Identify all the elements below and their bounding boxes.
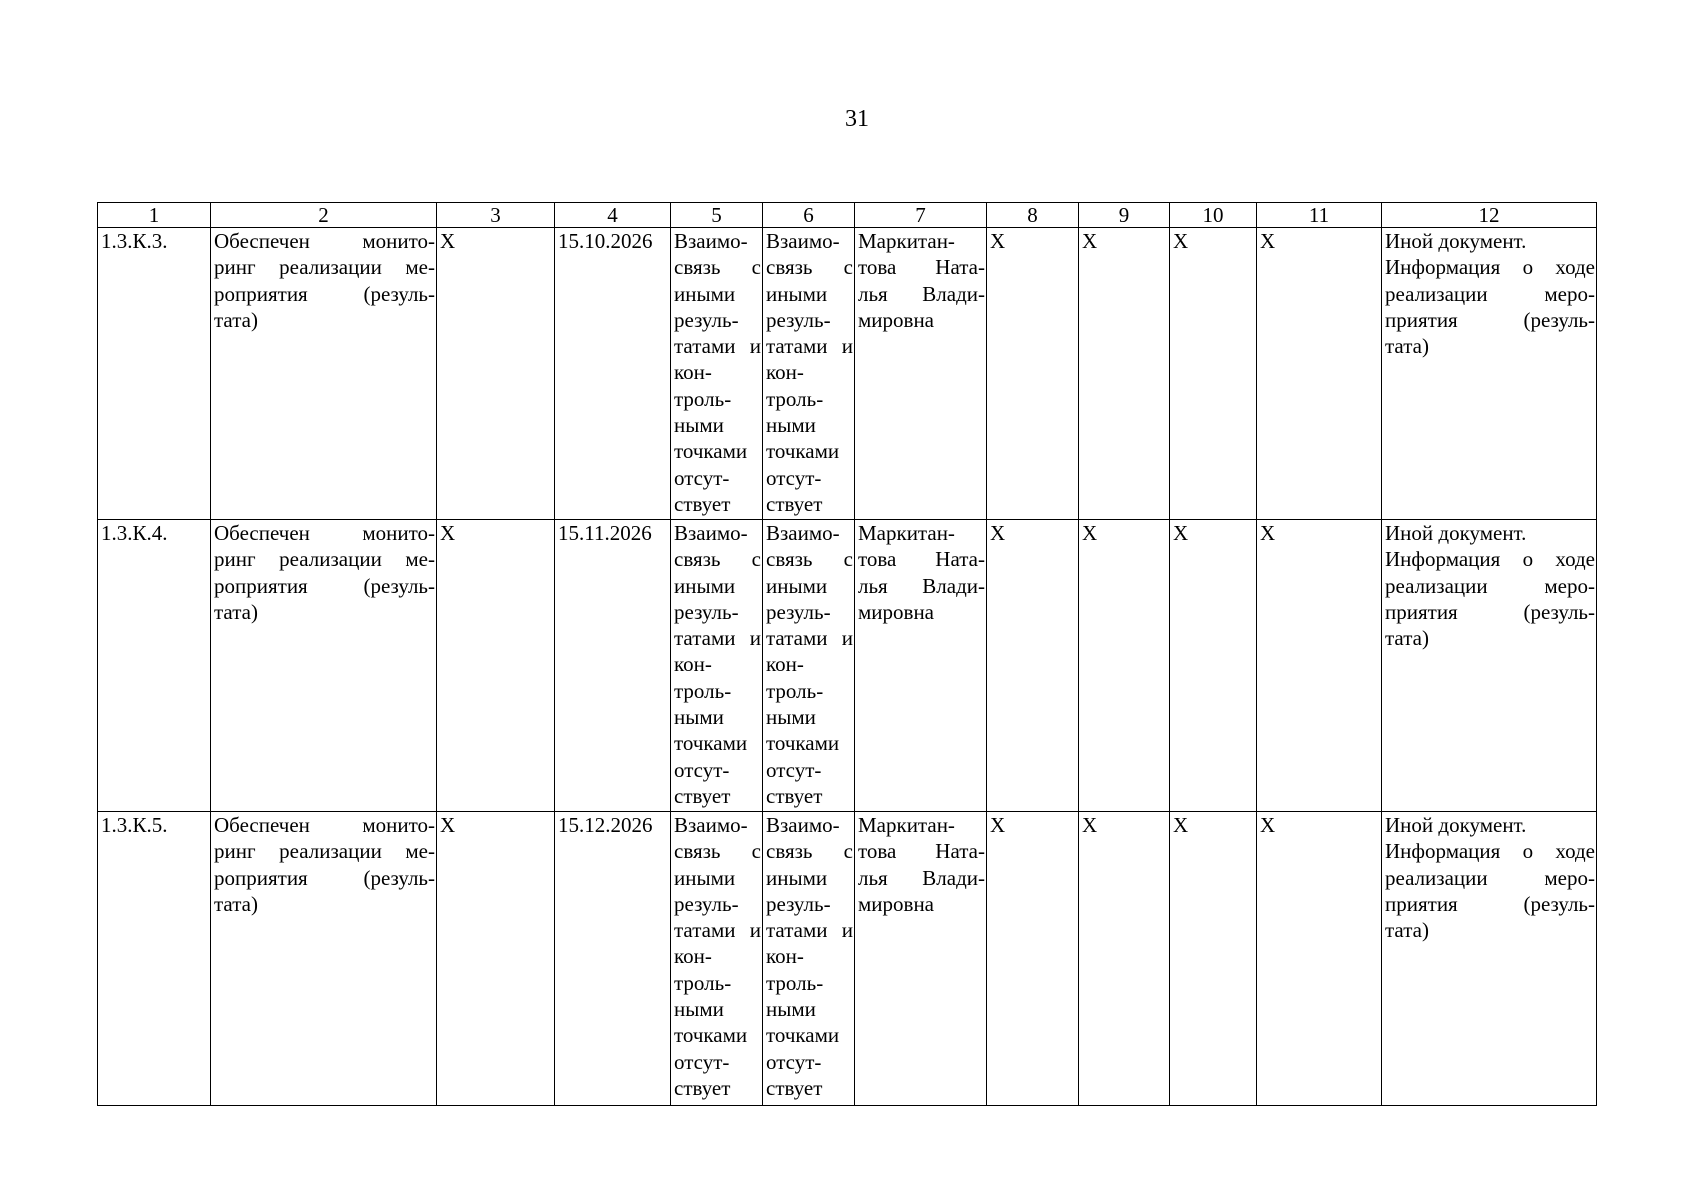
relation-col5-line: Взаимо- bbox=[674, 521, 748, 545]
relation-col5-line: ными bbox=[674, 997, 724, 1022]
relation-col5-line: троль- bbox=[674, 678, 732, 703]
document-type-line: тата) bbox=[1385, 626, 1429, 651]
responsible-person-line: Маркитан- bbox=[858, 813, 955, 837]
relation-col6-line: кон- bbox=[766, 652, 804, 677]
table-body bbox=[98, 228, 1597, 1106]
relation-col6-line: ными bbox=[766, 997, 816, 1022]
deadline-date: 15.10.2026 bbox=[555, 228, 671, 520]
relation-col6-line: иными bbox=[766, 865, 828, 890]
relation-col5-line: связь с bbox=[674, 547, 761, 572]
header-cell-5: 5 bbox=[671, 203, 763, 228]
relation-col6-line: связь с bbox=[766, 839, 853, 864]
relation-col5-line: иными bbox=[674, 865, 736, 890]
document-type-line: Иной документ. bbox=[1385, 521, 1527, 545]
relation-col6-line: точками bbox=[766, 1023, 840, 1048]
mark-col11: X bbox=[1257, 520, 1382, 812]
relation-col6-line: точками bbox=[766, 439, 840, 464]
relation-col5-line: кон- bbox=[674, 652, 712, 677]
relation-col5-line: троль- bbox=[674, 970, 732, 995]
relation-col5-line: резуль- bbox=[674, 307, 739, 332]
relation-col6-line: отсут- bbox=[766, 757, 822, 782]
table-row bbox=[98, 520, 1597, 812]
relation-col6-line: точками bbox=[766, 731, 840, 756]
relation-col6-line: отсут- bbox=[766, 465, 822, 490]
relation-col6-line: отсут- bbox=[766, 1049, 822, 1074]
header-cell-2: 2 bbox=[211, 203, 437, 228]
relation-col5 bbox=[671, 520, 763, 812]
document-type-line: Иной документ. bbox=[1385, 813, 1527, 837]
document-type-line: тата) bbox=[1385, 334, 1429, 359]
relation-col5-line: отсут- bbox=[674, 757, 730, 782]
responsible-person-line: това Ната- bbox=[858, 547, 985, 572]
document-type-line: приятия (резуль- bbox=[1385, 307, 1595, 332]
row-code: 1.3.К.4. bbox=[98, 520, 211, 812]
relation-col6-line: татами и bbox=[766, 626, 853, 651]
relation-col6-line: Взаимо- bbox=[766, 229, 840, 253]
table-row bbox=[98, 812, 1597, 1106]
page-number: 31 bbox=[845, 106, 869, 132]
document-type-line: реализации меро- bbox=[1385, 865, 1595, 890]
event-name-line: тата) bbox=[214, 307, 258, 332]
relation-col5-line: точками bbox=[674, 731, 748, 756]
responsible-person-line: това Ната- bbox=[858, 839, 985, 864]
mark-col10: X bbox=[1170, 520, 1257, 812]
document-type-line: приятия (резуль- bbox=[1385, 599, 1595, 624]
responsible-person-line: мировна bbox=[858, 599, 935, 624]
event-name-line: роприятия (резуль- bbox=[214, 865, 435, 890]
header-row bbox=[98, 203, 1597, 228]
responsible-person bbox=[855, 228, 987, 520]
deadline-date: 15.11.2026 bbox=[555, 520, 671, 812]
header-cell-8: 8 bbox=[987, 203, 1079, 228]
header-cell-6: 6 bbox=[763, 203, 855, 228]
relation-col6-line: ными bbox=[766, 413, 816, 438]
responsible-person-line: Маркитан- bbox=[858, 521, 955, 545]
table-row bbox=[98, 228, 1597, 520]
header-cell-10: 10 bbox=[1170, 203, 1257, 228]
document-type-line: Информация о ходе bbox=[1385, 547, 1595, 572]
relation-col5-line: резуль- bbox=[674, 599, 739, 624]
relation-col6-line: резуль- bbox=[766, 307, 831, 332]
relation-col6-line: троль- bbox=[766, 970, 824, 995]
document-type-line: Информация о ходе bbox=[1385, 839, 1595, 864]
mark-col9: X bbox=[1079, 812, 1170, 1106]
relation-col5-line: кон- bbox=[674, 360, 712, 385]
header-cell-4: 4 bbox=[555, 203, 671, 228]
relation-col5-line: татами и bbox=[674, 918, 761, 943]
relation-col5-line: Взаимо- bbox=[674, 813, 748, 837]
document-type-line: реализации меро- bbox=[1385, 573, 1595, 598]
relation-col5-line: татами и bbox=[674, 334, 761, 359]
relation-col5-line: ствует bbox=[674, 491, 731, 516]
mark-col11: X bbox=[1257, 812, 1382, 1106]
mark-col9: X bbox=[1079, 520, 1170, 812]
document-type-line: Иной документ. bbox=[1385, 229, 1527, 253]
document-type bbox=[1382, 520, 1597, 812]
relation-col6 bbox=[763, 520, 855, 812]
relation-col6-line: ствует bbox=[766, 1075, 823, 1100]
relation-col5-line: отсут- bbox=[674, 1049, 730, 1074]
relation-col5-line: иными bbox=[674, 573, 736, 598]
document-type-line: тата) bbox=[1385, 918, 1429, 943]
relation-col5 bbox=[671, 228, 763, 520]
event-name-line: ринг реализации ме- bbox=[214, 839, 435, 864]
relation-col6-line: резуль- bbox=[766, 599, 831, 624]
relation-col5-line: татами и bbox=[674, 626, 761, 651]
relation-col5-line: резуль- bbox=[674, 891, 739, 916]
relation-col6-line: татами и bbox=[766, 918, 853, 943]
header-cell-3: 3 bbox=[437, 203, 555, 228]
relation-col5-line: ствует bbox=[674, 783, 731, 808]
mark-col9: X bbox=[1079, 228, 1170, 520]
relation-col5-line: Взаимо- bbox=[674, 229, 748, 253]
relation-col6-line: ствует bbox=[766, 783, 823, 808]
relation-col6-line: иными bbox=[766, 281, 828, 306]
mark-col3: X bbox=[437, 812, 555, 1106]
mark-col3: X bbox=[437, 228, 555, 520]
event-name-line: роприятия (резуль- bbox=[214, 281, 435, 306]
document-type-line: Информация о ходе bbox=[1385, 255, 1595, 280]
relation-col6-line: Взаимо- bbox=[766, 813, 840, 837]
event-name-line: тата) bbox=[214, 891, 258, 916]
relation-col5-line: ными bbox=[674, 705, 724, 730]
relation-col6-line: троль- bbox=[766, 386, 824, 411]
event-name-line: Обеспечен монито- bbox=[214, 229, 435, 253]
event-name-line: тата) bbox=[214, 599, 258, 624]
relation-col5-line: троль- bbox=[674, 386, 732, 411]
relation-col6 bbox=[763, 228, 855, 520]
header-cell-7: 7 bbox=[855, 203, 987, 228]
relation-col6-line: резуль- bbox=[766, 891, 831, 916]
document-type bbox=[1382, 228, 1597, 520]
relation-col6-line: связь с bbox=[766, 547, 853, 572]
relation-col5-line: ными bbox=[674, 413, 724, 438]
document-type-line: реализации меро- bbox=[1385, 281, 1595, 306]
responsible-person-line: това Ната- bbox=[858, 255, 985, 280]
relation-col6-line: связь с bbox=[766, 255, 853, 280]
plan-table bbox=[97, 202, 1597, 1106]
responsible-person bbox=[855, 812, 987, 1106]
relation-col5-line: ствует bbox=[674, 1075, 731, 1100]
document-type bbox=[1382, 812, 1597, 1106]
event-name bbox=[211, 812, 437, 1106]
relation-col6-line: ствует bbox=[766, 491, 823, 516]
header-cell-11: 11 bbox=[1257, 203, 1382, 228]
relation-col5-line: связь с bbox=[674, 839, 761, 864]
mark-col11: X bbox=[1257, 228, 1382, 520]
relation-col6-line: ными bbox=[766, 705, 816, 730]
document-type-line: приятия (резуль- bbox=[1385, 891, 1595, 916]
event-name bbox=[211, 228, 437, 520]
responsible-person-line: лья Влади- bbox=[858, 865, 985, 890]
event-name-line: Обеспечен монито- bbox=[214, 813, 435, 837]
relation-col5 bbox=[671, 812, 763, 1106]
relation-col6 bbox=[763, 812, 855, 1106]
relation-col5-line: точками bbox=[674, 439, 748, 464]
header-cell-12: 12 bbox=[1382, 203, 1597, 228]
deadline-date: 15.12.2026 bbox=[555, 812, 671, 1106]
mark-col8: X bbox=[987, 520, 1079, 812]
mark-col8: X bbox=[987, 228, 1079, 520]
responsible-person-line: мировна bbox=[858, 891, 935, 916]
responsible-person-line: лья Влади- bbox=[858, 281, 985, 306]
event-name-line: Обеспечен монито- bbox=[214, 521, 435, 545]
event-name-line: ринг реализации ме- bbox=[214, 547, 435, 572]
relation-col5-line: кон- bbox=[674, 944, 712, 969]
event-name-line: ринг реализации ме- bbox=[214, 255, 435, 280]
relation-col6-line: Взаимо- bbox=[766, 521, 840, 545]
relation-col6-line: татами и bbox=[766, 334, 853, 359]
event-name bbox=[211, 520, 437, 812]
responsible-person-line: мировна bbox=[858, 307, 935, 332]
relation-col5-line: иными bbox=[674, 281, 736, 306]
responsible-person-line: Маркитан- bbox=[858, 229, 955, 253]
mark-col8: X bbox=[987, 812, 1079, 1106]
relation-col5-line: точками bbox=[674, 1023, 748, 1048]
relation-col5-line: связь с bbox=[674, 255, 761, 280]
header-cell-9: 9 bbox=[1079, 203, 1170, 228]
responsible-person-line: лья Влади- bbox=[858, 573, 985, 598]
responsible-person bbox=[855, 520, 987, 812]
row-code: 1.3.К.3. bbox=[98, 228, 211, 520]
relation-col5-line: отсут- bbox=[674, 465, 730, 490]
row-code: 1.3.К.5. bbox=[98, 812, 211, 1106]
mark-col10: X bbox=[1170, 812, 1257, 1106]
event-name-line: роприятия (резуль- bbox=[214, 573, 435, 598]
mark-col10: X bbox=[1170, 228, 1257, 520]
header-cell-1: 1 bbox=[98, 203, 211, 228]
relation-col6-line: кон- bbox=[766, 944, 804, 969]
relation-col6-line: кон- bbox=[766, 360, 804, 385]
relation-col6-line: иными bbox=[766, 573, 828, 598]
mark-col3: X bbox=[437, 520, 555, 812]
relation-col6-line: троль- bbox=[766, 678, 824, 703]
